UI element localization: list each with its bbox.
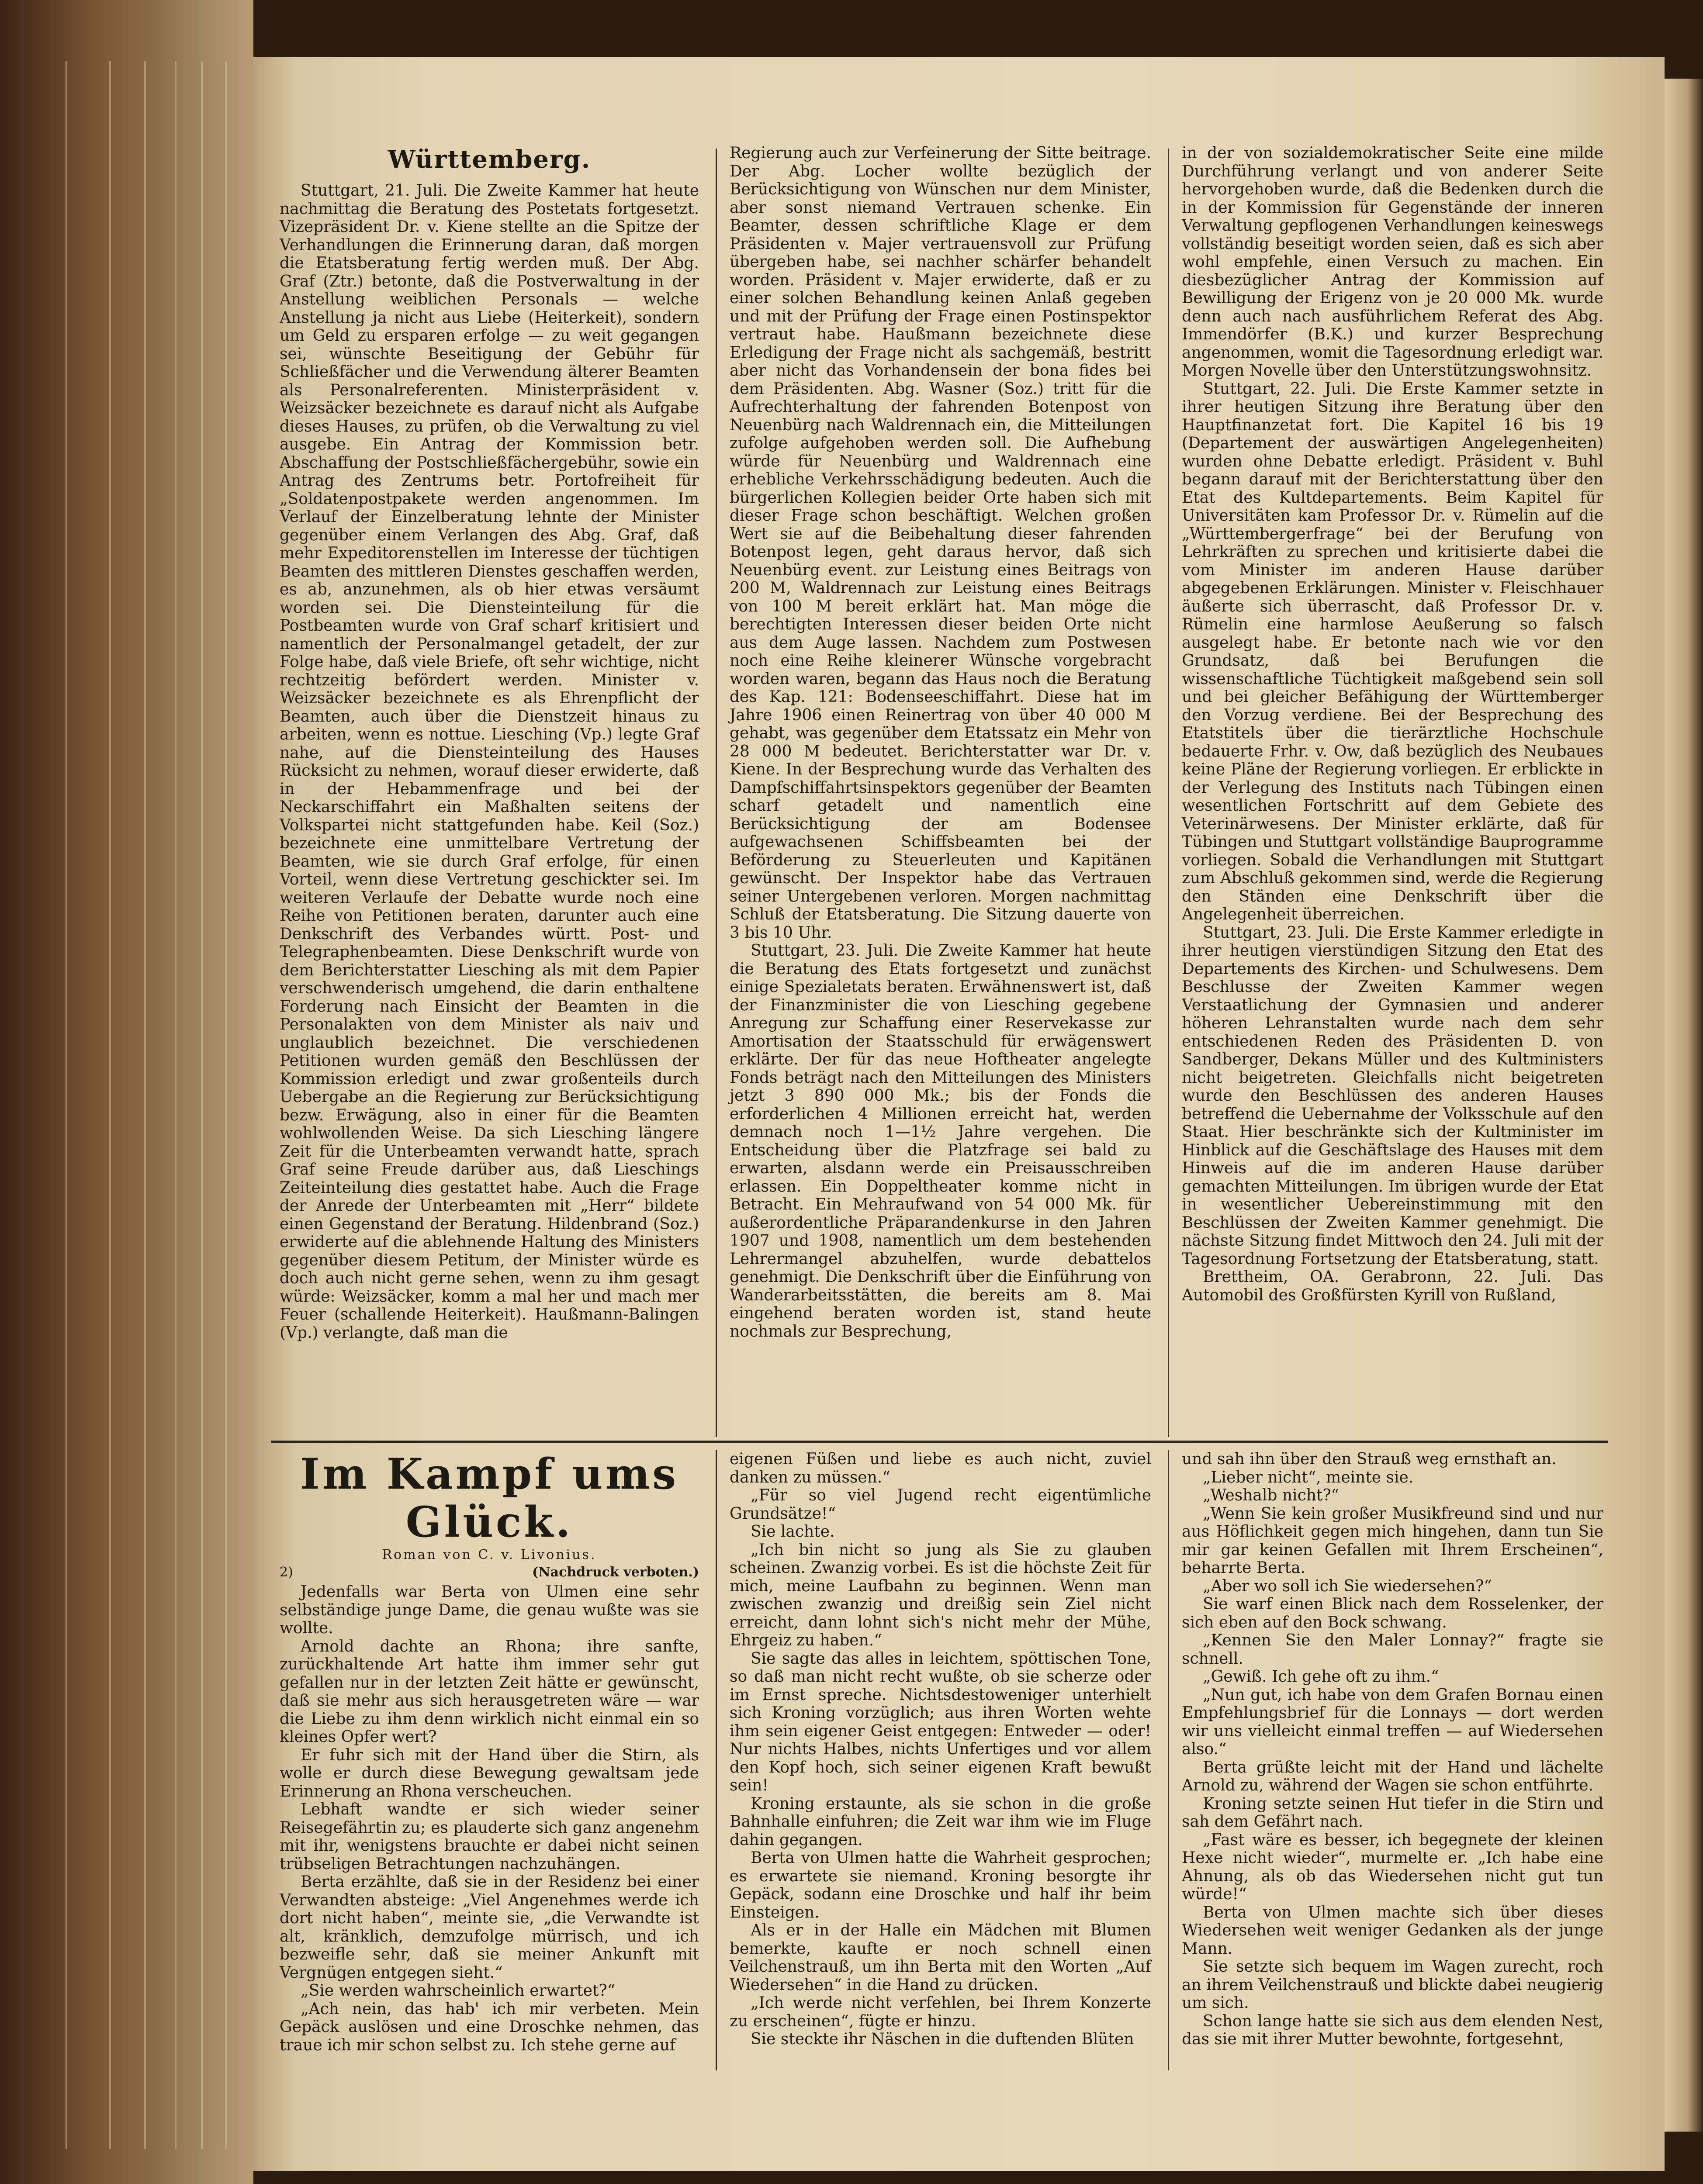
novel-paragraph: Sie sagte das alles in leichtem, spöttischen Tone, so daß man nicht recht wußte, ob sie scherze oder im Ernst spreche. Nichtsdestoweniger unterhielt sich Kroning vorzüglich; aus ihren Worten wehte ihm sein eigener Geist entgegen: Entweder — oder! Nur nichts Halbes, nichts Unfertiges und vor allem den Kopf hoch, sich seiner eigenen Kraft bewußt sein! — [730, 1649, 1151, 1794]
novel-paragraph: Sie steckte ihr Näschen in die duftenden Blüten — [751, 2030, 1134, 2048]
page-edge — [66, 61, 67, 2149]
page-edge — [109, 61, 111, 2149]
novel-paragraph: Sie setzte sich bequem im Wagen zurecht, roch an ihrem Veilchenstrauß und blickte dabei neugierig um sich. — [1182, 1958, 1603, 2012]
novel-paragraph: „Ach nein, das hab' ich mir verbeten. Mein Gepäck auslösen und eine Droschke nehmen, das traue ich mir schon selbst zu. Ich stehe gerne auf — [280, 2000, 699, 2054]
column-rule — [716, 1450, 717, 2070]
novel-paragraph: „Aber wo soll ich Sie wiedersehen?“ — [1203, 1577, 1492, 1595]
column-rule — [1168, 149, 1169, 1437]
novel-author: Roman von C. v. Livonius. — [382, 1547, 597, 1562]
novel-paragraph: Arnold dachte an Rhona; ihre sanfte, zurückhaltende Art hatte ihm immer sehr gut gefallen nur in der letzten Zeit hätte er gewünscht, daß sie mehr aus sich herausgetreten wäre — war die Liebe zu ihm denn wirklich nicht einmal ein so kleines Opfer wert? — [280, 1637, 699, 1746]
news-paragraph: in der von sozialdemokratischer Seite eine milde Durchführung verlangt und von anderer Seite hervorgehoben wurde, daß die Bedenken durch die in der Kommission für Gegenstände der inneren Verwaltung gepflogenen Verhandlungen keineswegs vollständig beseitigt worden seien, daß es sich aber wohl empfehle, einen Versuch zu machen. Ein diesbezüglicher Antrag der Kommission auf Bewilligung der Erigenz von je 20 000 Mk. wurde denn auch nach ausführlichem Referat des Abg. Immendörfer (B.K.) und kurzer Besprechung angenommen, womit die Tagesordnung erledigt war. Morgen Novelle über den Unterstützungswohnsitz. — [1182, 144, 1603, 380]
novel-paragraph: Berta von Ulmen machte sich über dieses Wiedersehen weit weniger Gedanken als der junge Mann. — [1182, 1903, 1603, 1958]
novel-paragraph: „Nun gut, ich habe von dem Grafen Bornau einen Empfehlungsbrief für die Lonnays — dort werden wir uns vielleicht einmal treffen — auf Wiedersehen also.“ — [1182, 1686, 1603, 1758]
novel-paragraph: eigenen Füßen und liebe es auch nicht, zuviel danken zu müssen.“ — [730, 1450, 1151, 1486]
novel-column-3 — [1182, 1450, 1603, 2049]
page-edge — [225, 61, 227, 2149]
news-column-3 — [1182, 144, 1603, 1304]
news-paragraph: Regierung auch zur Verfeinerung der Sitte beitrage. Der Abg. Locher wollte bezüglich der Berücksichtigung von Wünschen nur dem Minister, aber sonst niemand Vertrauen schenke. Ein Beamter, dessen schriftliche Klage er dem Präsidenten v. Majer vertrauensvoll zur Prüfung übergeben habe, sei nachher schärfer behandelt worden. Präsident v. Majer erwiderte, daß er zu einer solchen Behandlung keinen Anlaß gegeben und mit der Prüfung der Frage einen Postinspektor vertraut habe. Haußmann bezeichnete diese Erledigung der Frage nicht als sachgemäß, bestritt aber nicht das Vorhandensein der bona fides bei dem Präsidenten. Abg. Wasner (Soz.) tritt für die Aufrechterhaltung der fahrenden Botenpost von Neuenbürg nach Waldrennach ein, die Mitteilungen zufolge aufgehoben werden soll. Die Aufhebung würde für Neuenbürg und Waldrennach eine erhebliche Verkehrsschädigung bedeuten. Auch die bürgerlichen Kollegien beider Orte haben sich mit dieser Frage schon beschäftigt. Welchen großen Wert sie auf die Beibehaltung dieser fahrenden Botenpost legen, geht daraus hervor, daß sich Neuenbürg event. zur Leistung eines Beitrags von 200 M, Waldrennach zur Leistung eines Beitrags von 100 M bereit erklärt hat. Man möge die berechtigten Interessen dieser beiden Orte nicht aus dem Auge lassen. Nachdem zum Postwesen noch eine Reihe kleinerer Wünsche vorgebracht worden waren, begann das Haus noch die Beratung des Kap. 121: Bodenseeschiffahrt. Diese hat im Jahre 1906 einen Reinertrag von über 40 000 M gehabt, was gegenüber dem Etatssatz ein Mehr von 28 000 M bedeutet. Berichterstatter war Dr. v. Kiene. In der Besprechung wurde das Verhalten des Dampfschiffahrtsinspektors gegenüber der Beamten scharf getadelt und namentlich eine Berücksichtigung der am Bodensee aufgewachsenen Schiffsbeamten bei der Beförderung zu Steuerleuten und Kapitänen gewünscht. Der Inspektor habe das Vertrauen seiner Untergebenen verloren. Morgen nachmittag Schluß der Etatsberatung. Die Sitzung dauerte von 3 bis 10 Uhr. — [730, 144, 1151, 942]
news-column-2 — [730, 144, 1151, 1341]
novel-paragraph: „Sie werden wahrscheinlich erwartet?“ — [301, 1982, 616, 2000]
novel-paragraph: „Wenn Sie kein großer Musikfreund sind und nur aus Höflichkeit gegen mich hingehen, dann tun Sie mir gar keinen Gefallen mit Ihrem Erscheinen“, beharrte Berta. — [1182, 1504, 1603, 1577]
news-paragraph: Stuttgart, 21. Juli. Die Zweite Kammer hat heute nachmittag die Beratung des Postetats fortgesetzt. Vizepräsident Dr. v. Kiene stellte an die Spitze der Verhandlungen die Erinnerung daran, daß morgen die Etatsberatung fertig werden muß. Der Abg. Graf (Ztr.) betonte, daß die Postverwaltung in der Anstellung weiblichen Personals — welche Anstellung ja nicht aus Liebe (Heiterkeit), sondern um Geld zu ersparen erfolge — zu weit gegangen sei, wünschte Beseitigung der Gebühr für Schließfächer und die Verwendung älterer Beamten als Personalreferenten. Ministerpräsident v. Weizsäcker bezeichnete es darauf nicht als Aufgabe dieses Hauses, zu prüfen, ob die Verwaltung zu viel ausgebe. Ein Antrag der Kommission betr. Abschaffung der Postschließfächergebühr, sowie ein Antrag des Zentrums betr. Portofreiheit für „Soldatenpostpakete werden angenommen. Im Verlauf der Einzelberatung lehnte der Minister gegenüber einem Verlangen des Abg. Graf, daß mehr Expeditorenstellen im Interesse der tüchtigen Beamten des mittleren Dienstes geschaffen werden, es ab, anzunehmen, als ob hier etwas versäumt worden sei. Die Diensteinteilung für die Postbeamten wurde von Graf scharf kritisiert und namentlich der Personalmangel getadelt, der zur Folge habe, daß viele Briefe, oft sehr wichtige, nicht rechtzeitig befördert werden. Minister v. Weizsäcker bezeichnete es als Ehrenpflicht der Beamten, auch über die Dienstzeit hinaus zu arbeiten, wenn es nottue. Liesching (Vp.) legte Graf nahe, auf die Diensteinteilung des Hauses Rücksicht zu nehmen, worauf dieser erwiderte, daß in der Hebammenfrage und bei der Neckarschiffahrt ein Maßhalten seitens der Volkspartei nicht stattgefunden habe. Keil (Soz.) bezeichnete eine unmittelbare Vertretung der Beamten, wie sie durch Graf erfolge, für einen Vorteil, wenn diese Vertretung geschickter sei. Im weiteren Verlaufe der Debatte wurde noch eine Reihe von Petitionen beraten, darunter auch eine Denkschrift des Verbandes württ. Post- und Telegraphenbeamten. Diese Denkschrift wurde von dem Berichterstatter Liesching als mit dem Papier verschwenderisch umgehend, die darin enthaltene Forderung nach Einsicht der Beamten in die Personalakten von dem Minister als naiv und unglaublich bezeichnet. Die verschiedenen Petitionen wurden gemäß den Beschlüssen der Kommission erledigt und zwar großenteils durch Uebergabe an die Regierung zur Berücksichtigung bezw. Erwägung, also in einer für die Beamten wohlwollenden Weise. Da sich Liesching längere Zeit für die Unterbeamten verwandt hatte, sprach Graf seine Freude darüber aus, daß Lieschings Zeiteinteilung dies gestattet habe. Auch die Frage der Anrede der Unterbeamten mit „Herr“ bildete einen Gegenstand der Beratung. Hildenbrand (Soz.) erwiderte auf die ablehnende Haltung des Ministers gegenüber diesem Petitum, der Minister würde es doch auch nicht gerne sehen, wenn zu ihm gesagt würde: Weizsäcker, komm a mal her und mach mer Feuer (schallende Heiterkeit). Haußmann-Balingen (Vp.) verlangte, daß man die — [280, 182, 699, 1342]
novel-paragraph: „Für so viel Jugend recht eigentümliche Grundsätze!“ — [730, 1486, 1151, 1523]
novel-paragraph: Als er in der Halle ein Mädchen mit Blumen bemerkte, kaufte er noch schnell einen Veilchenstrauß, um ihn Berta mit den Worten „Auf Wiedersehen“ in die Hand zu drücken. — [730, 1921, 1151, 1994]
novel-column-1 — [280, 1450, 699, 2054]
feuilleton-separator — [271, 1441, 1608, 1443]
novel-paragraph: Berta grüßte leicht mit der Hand und lächelte Arnold zu, während der Wagen sie schon entführte. — [1182, 1758, 1603, 1794]
novel-paragraph: „Gewiß. Ich gehe oft zu ihm.“ — [1203, 1668, 1439, 1686]
column-rule — [716, 149, 717, 1437]
novel-paragraph: Sie warf einen Blick nach dem Rosselenker, der sich eben auf den Bock schwang. — [1182, 1595, 1603, 1631]
news-paragraph: Brettheim, OA. Gerabronn, 22. Juli. Das Automobil des Großfürsten Kyrill von Rußland, — [1182, 1268, 1603, 1304]
news-paragraph: Stuttgart, 23. Juli. Die Zweite Kammer hat heute die Beratung des Etats fortgesetzt und zunächst einige Spezialetats beraten. Erwähnenswert ist, daß der Finanzminister die von Liesching gegebene Anregung zur Schaffung einer Reservekasse zur Amortisation der Staatsschuld für erwägenswert erklärte. Der für das neue Hoftheater angelegte Fonds beträgt nach den Mitteilungen des Ministers jetzt 3 890 000 Mk.; bis der Fonds die erforderlichen 4 Millionen erreicht hat, werden demnach noch 1—1½ Jahre vergehen. Die Entscheidung über die Platzfrage sei bald zu erwarten, alsdann werde ein Preisausschreiben erlassen. Ein Doppeltheater komme nicht in Betracht. Ein Mehraufwand von 54 000 Mk. für außerordentliche Präparandenkurse in den Jahren 1907 und 1908, namentlich um dem bestehenden Lehrermangel abzuhelfen, wurde debattelos genehmigt. Die Denkschrift über die Einführung von Wanderarbeitsstätten, die bereits am 8. Mai eingehend beraten worden ist, stand heute nochmals zur Besprechung, — [730, 942, 1151, 1341]
novel-paragraph: Kroning erstaunte, als sie schon in die große Bahnhalle einfuhren; die Zeit war ihm wie im Fluge dahin gegangen. — [730, 1794, 1151, 1849]
book-page-stack-left — [0, 0, 253, 2184]
novel-paragraph: Kroning setzte seinen Hut tiefer in die Stirn und sah dem Gefährt nach. — [1182, 1794, 1603, 1831]
novel-paragraph: Jedenfalls war Berta von Ulmen eine sehr selbständige junge Dame, die genau wußte was sie wollte. — [280, 1583, 699, 1637]
novel-paragraph: Sie lachte. — [751, 1523, 835, 1541]
installment-number: 2) — [280, 1565, 293, 1580]
page-edge — [175, 61, 177, 2149]
novel-paragraph: „Ich bin nicht so jung als Sie zu glauben scheinen. Zwanzig vorbei. Es ist die höchste Zeit für mich, meine Laufbahn zu beginnen. Wenn man zwischen zwanzig und dreißig sein Ziel nicht erreicht, dann lohnt sich's nicht mehr der Mühe, Ehrgeiz zu haben.“ — [730, 1541, 1151, 1649]
novel-paragraph: „Kennen Sie den Maler Lonnay?“ fragte sie schnell. — [1182, 1631, 1603, 1668]
news-column-1 — [280, 144, 699, 1342]
novel-paragraph: Lebhaft wandte er sich wieder seiner Reisegefährtin zu; es plauderte sich ganz angenehm mit ihr, wenigstens brauchte er dabei nicht seinen trübseligen Betrachtungen nachzuhängen. — [280, 1800, 699, 1873]
book-page-edge-right — [1665, 79, 1703, 2132]
novel-paragraph: Schon lange hatte sie sich aus dem elenden Nest, das sie mit ihrer Mutter bewohnte, fortgesehnt, — [1182, 2012, 1603, 2048]
novel-paragraph: Er fuhr sich mit der Hand über die Stirn, als wolle er durch diese Bewegung gewaltsam jede Erinnerung an Rhona verscheuchen. — [280, 1746, 699, 1800]
page-edge — [201, 61, 203, 2149]
novel-paragraph: Berta erzählte, daß sie in der Residenz bei einer Verwandten absteige: „Viel Angenehmes werde ich dort nicht haben“, meinte sie, „die Verwandte ist alt, kränklich, demzufolge mürrisch, und ich bezweifle sehr, daß sie meiner Ankunft mit Vergnügen entgegen sieht.“ — [280, 1873, 699, 1982]
page-edge — [144, 61, 146, 2149]
news-paragraph: Stuttgart, 23. Juli. Die Erste Kammer erledigte in ihrer heutigen vierstündigen Sitzung den Etat des Departements des Kirchen- und Schulwesens. Dem Beschlusse der Zweiten Kammer wegen Verstaatlichung der Gymnasien und anderer höheren Lehranstalten wurde nach dem sehr entschiedenen Reden des Präsidenten D. von Sandberger, Dekans Müller und des Kultministers nicht beigetreten. Gleichfalls nicht beigetreten wurde den Beschlüssen des anderen Hauses betreffend die Uebernahme der Volksschule auf den Staat. Hier beschränkte sich der Kultminister im Hinblick auf die Geschäftslage des Hauses mit dem Hinweis auf die im anderen Hause darüber gemachten Mitteilungen. Im übrigen wurde der Etat in wesentlicher Uebereinstimmung mit den Beschlüssen der Zweiten Kammer genehmigt. Die nächste Sitzung findet Mittwoch den 24. Juli mit der Tagesordnung Fortsetzung der Etatsberatung, statt. — [1182, 923, 1603, 1268]
novel-paragraph: und sah ihn über den Strauß weg ernsthaft an. — [1182, 1450, 1557, 1468]
novel-paragraph: „Weshalb nicht?“ — [1203, 1486, 1340, 1504]
section-heading: Württemberg. — [388, 145, 591, 174]
novel-paragraph: Berta von Ulmen hatte die Wahrheit gesprochen; es erwartete sie niemand. Kroning besorgte ihr Gepäck, sodann eine Droschke und half ihr beim Einsteigen. — [730, 1849, 1151, 1921]
novel-meta — [280, 1564, 699, 1581]
reprint-notice: (Nachdruck verboten.) — [532, 1565, 699, 1580]
column-rule — [1168, 1450, 1169, 2070]
novel-paragraph: „Ich werde nicht verfehlen, bei Ihrem Konzerte zu erscheinen“, fügte er hinzu. — [730, 1994, 1151, 2030]
newspaper-page — [253, 57, 1665, 2171]
news-paragraph: Stuttgart, 22. Juli. Die Erste Kammer setzte in ihrer heutigen Sitzung ihre Beratung über den Hauptfinanzetat fort. Die Kapitel 16 bis 19 (Departement der auswärtigen Angelegenheiten) wurden ohne Debatte erledigt. Präsident v. Buhl begann darauf mit der Berichterstattung über den Etat des Kultdepartements. Beim Kapitel für Universitäten kam Professor Dr. v. Rümelin auf die „Württembergerfrage“ bei der Berufung von Lehrkräften zu sprechen und kritisierte dabei die vom Minister im anderen Hause darüber abgegebenen Erklärungen. Minister v. Fleischhauer äußerte sich überrascht, daß Professor Dr. v. Rümelin eine harmlose Aeußerung so falsch ausgelegt habe. Er betonte nach wie vor den Grundsatz, daß bei Berufungen die wissenschaftliche Tüchtigkeit maßgebend sein soll und bei gleicher Befähigung der Württemberger den Vorzug verdiene. Bei der Besprechung des Etatstitels über die tierärztliche Hochschule bedauerte Frhr. v. Ow, daß bezüglich des Neubaues keine Pläne der Regierung vorliegen. Er erblickte in der Verlegung des Instituts nach Tübingen einen wesentlichen Fortschritt auf dem Gebiete des Veterinärwesens. Der Minister erklärte, daß für Tübingen und Stuttgart vollständige Bauprogramme vorliegen. Sobald die Verhandlungen mit Stuttgart zum Abschluß gekommen sind, werde die Regierung den Ständen eine Denkschrift über die Angelegenheit überreichen. — [1182, 380, 1603, 923]
novel-title: Im Kampf ums Glück. — [300, 1449, 679, 1547]
novel-paragraph: „Lieber nicht“, meinte sie. — [1203, 1468, 1414, 1486]
novel-column-2 — [730, 1450, 1151, 2049]
novel-paragraph: „Fast wäre es besser, ich begegnete der kleinen Hexe nicht wieder“, murmelte er. „Ich habe eine Ahnung, als ob das Wiedersehen nicht gut tun würde!“ — [1182, 1831, 1603, 1903]
